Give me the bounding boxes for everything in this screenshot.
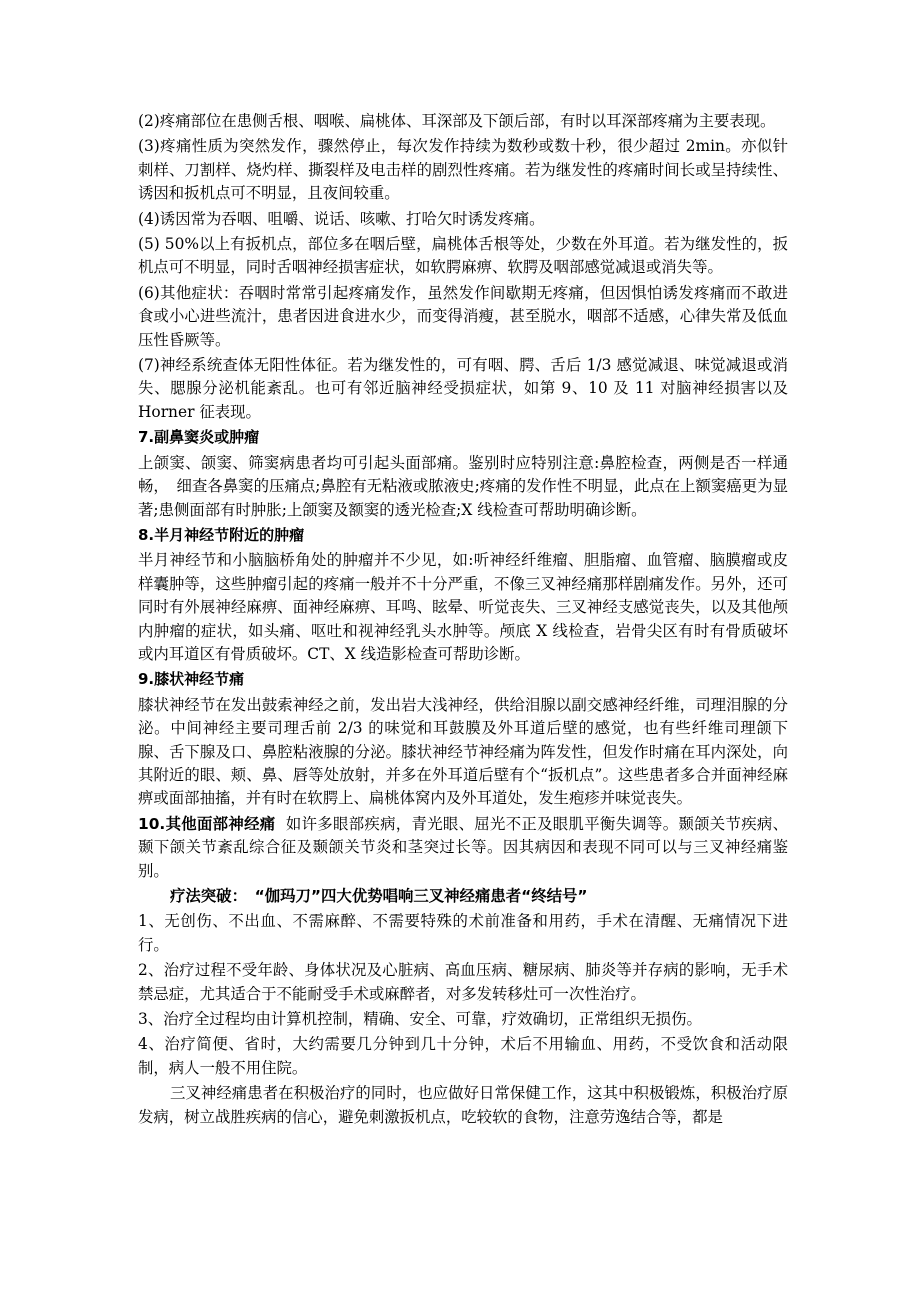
paragraph-other-symptoms: (6)其他症状：吞咽时常常引起疼痛发作，虽然发作间歇期无疼痛，但因惧怕诱发疼痛而不敢进食或小心进些流汁，患者因进食进水少，而变得消瘦，甚至脱水，咽部不适感，心律失常及低血压性昏厥等。 [138, 283, 788, 349]
paragraph-trigger-points: (5) 50%以上有扳机点，部位多在咽后壁，扁桃体舌根等处，少数在外耳道。若为继发性的，扳机点可不明显，同时舌咽神经损害症状，如软腭麻痹、软腭及咽部感觉减退或消失等。 [138, 235, 788, 277]
paragraph-pain-location: (2)疼痛部位在患侧舌根、咽喉、扁桃体、耳深部及下颌后部，有时以耳深部疼痛为主要表现。 [138, 112, 776, 130]
section-heading-ganglion-tumor: 8.半月神经节附近的肿瘤 [138, 525, 305, 544]
paragraph-neuro-exam: (7)神经系统查体无阳性体征。若为继发性的，可有咽、腭、舌后 1/3 感觉减退、味觉减退或消失、腮腺分泌机能紊乱。也可有邻近脑神经受损症状，如第 9、10 及 11 对脑神经损害以及 Horner 征表现。 [138, 356, 788, 421]
section-body-ganglion-tumor: 半月神经节和小脑脑桥角处的肿瘤并不少见，如:听神经纤维瘤、胆脂瘤、血管瘤、脑膜瘤或皮样囊肿等，这些肿瘤引起的疼痛一般并不十分严重，不像三叉神经痛那样剧痛发作。另外，还可同时有外展神经麻痹、面神经麻痹、耳鸣、眩晕、听觉丧失、三叉神经支感觉丧失，以及其他颅内肿瘤的症状，如头痛、呕吐和视神经乳头水肿等。颅底 X 线检查，岩骨尖区有时有骨质破坏或内耳道区有骨质破坏。CT、X 线造影检查可帮助诊断。 [138, 551, 788, 663]
therapy-heading: 疗法突破： “伽玛刀”四大优势唱响三叉神经痛患者“终结号” [170, 887, 588, 905]
section-body-other-facial-pain: 如许多眼部疾病，青光眼、屈光不正及眼肌平衡失调等。颞颌关节疾病、颞下颌关节紊乱综合征及颞颌关节炎和茎突过长等。因其病因和表现不同可以与三叉神经痛鉴别。 [138, 814, 788, 880]
therapy-item-4: 4、治疗简便、省时，大约需要几分钟到几十分钟，术后不用输血、用药，不受饮食和活动限制，病人一般不用住院。 [138, 1035, 788, 1077]
paragraph-pain-nature: (3)疼痛性质为突然发作，骤然停止，每次发作持续为数秒或数十秒，很少超过 2min。亦似针刺样、刀割样、烧灼样、撕裂样及电击样的剧烈性疼痛。若为继发性的疼痛时间长或呈持续性、诱因和扳机点可不明显，且夜间较重。 [138, 137, 788, 203]
closing-paragraph: 三叉神经痛患者在积极治疗的同时，也应做好日常保健工作，这其中积极锻炼，积极治疗原发病，树立战胜疾病的信心，避免刺激扳机点，吃较软的食物，注意劳逸结合等，都是 [138, 1084, 788, 1126]
section-heading-other-facial-pain: 10.其他面部神经痛 [138, 814, 276, 833]
section-body-geniculate: 膝状神经节在发出鼓索神经之前，发出岩大浅神经，供给泪腺以副交感神经纤维，司理泪腺的分泌。中间神经主要司理舌前 2/3 的味觉和耳鼓膜及外耳道后壁的感觉，也有些纤维司理颌下腺、舌下腺及口、鼻腔粘液腺的分泌。膝状神经节神经痛为阵发性，但发作时痛在耳内深处，向其附近的眼、颊、鼻、唇等处放射，并多在外耳道后壁有个“扳机点”。这些患者多合并面神经麻痹或面部抽搐，并有时在软腭上、扁桃体窝内及外耳道处，发生疱疹并味觉丧失。 [138, 695, 788, 808]
document-page [138, 110, 788, 1131]
section-heading-sinusitis: 7.副鼻窦炎或肿瘤 [138, 428, 260, 447]
section-other-facial-pain [138, 813, 788, 883]
section-body-sinusitis: 上颌窦、颌窦、筛窦病患者均可引起头面部痛。鉴别时应特别注意:鼻腔检查，两侧是否一样通畅， 细查各鼻窦的压痛点;鼻腔有无粘液或脓液史;疼痛的发作性不明显，此点在上额窦癌更为显著;患侧面部有时肿胀;上颌窦及额窦的透光检查;X 线检查可帮助明确诊断。 [138, 453, 788, 519]
therapy-item-1: 1、无创伤、不出血、不需麻醉、不需要特殊的术前准备和用药，手术在清醒、无痛情况下进行。 [138, 912, 788, 954]
section-heading-geniculate: 9.膝状神经节痛 [138, 670, 245, 689]
therapy-item-3: 3、治疗全过程均由计算机控制，精确、安全、可靠，疗效确切，正常组织无损伤。 [138, 1010, 702, 1029]
therapy-item-2: 2、治疗过程不受年龄、身体状况及心脏病、高血压病、糖尿病、肺炎等并存病的影响，无手术禁忌症，尤其适合于不能耐受手术或麻醉者，对多发转移灶可一次性治疗。 [138, 961, 788, 1003]
paragraph-triggers: (4)诱因常为吞咽、咀嚼、说话、咳嗽、打哈欠时诱发疼痛。 [138, 209, 545, 228]
